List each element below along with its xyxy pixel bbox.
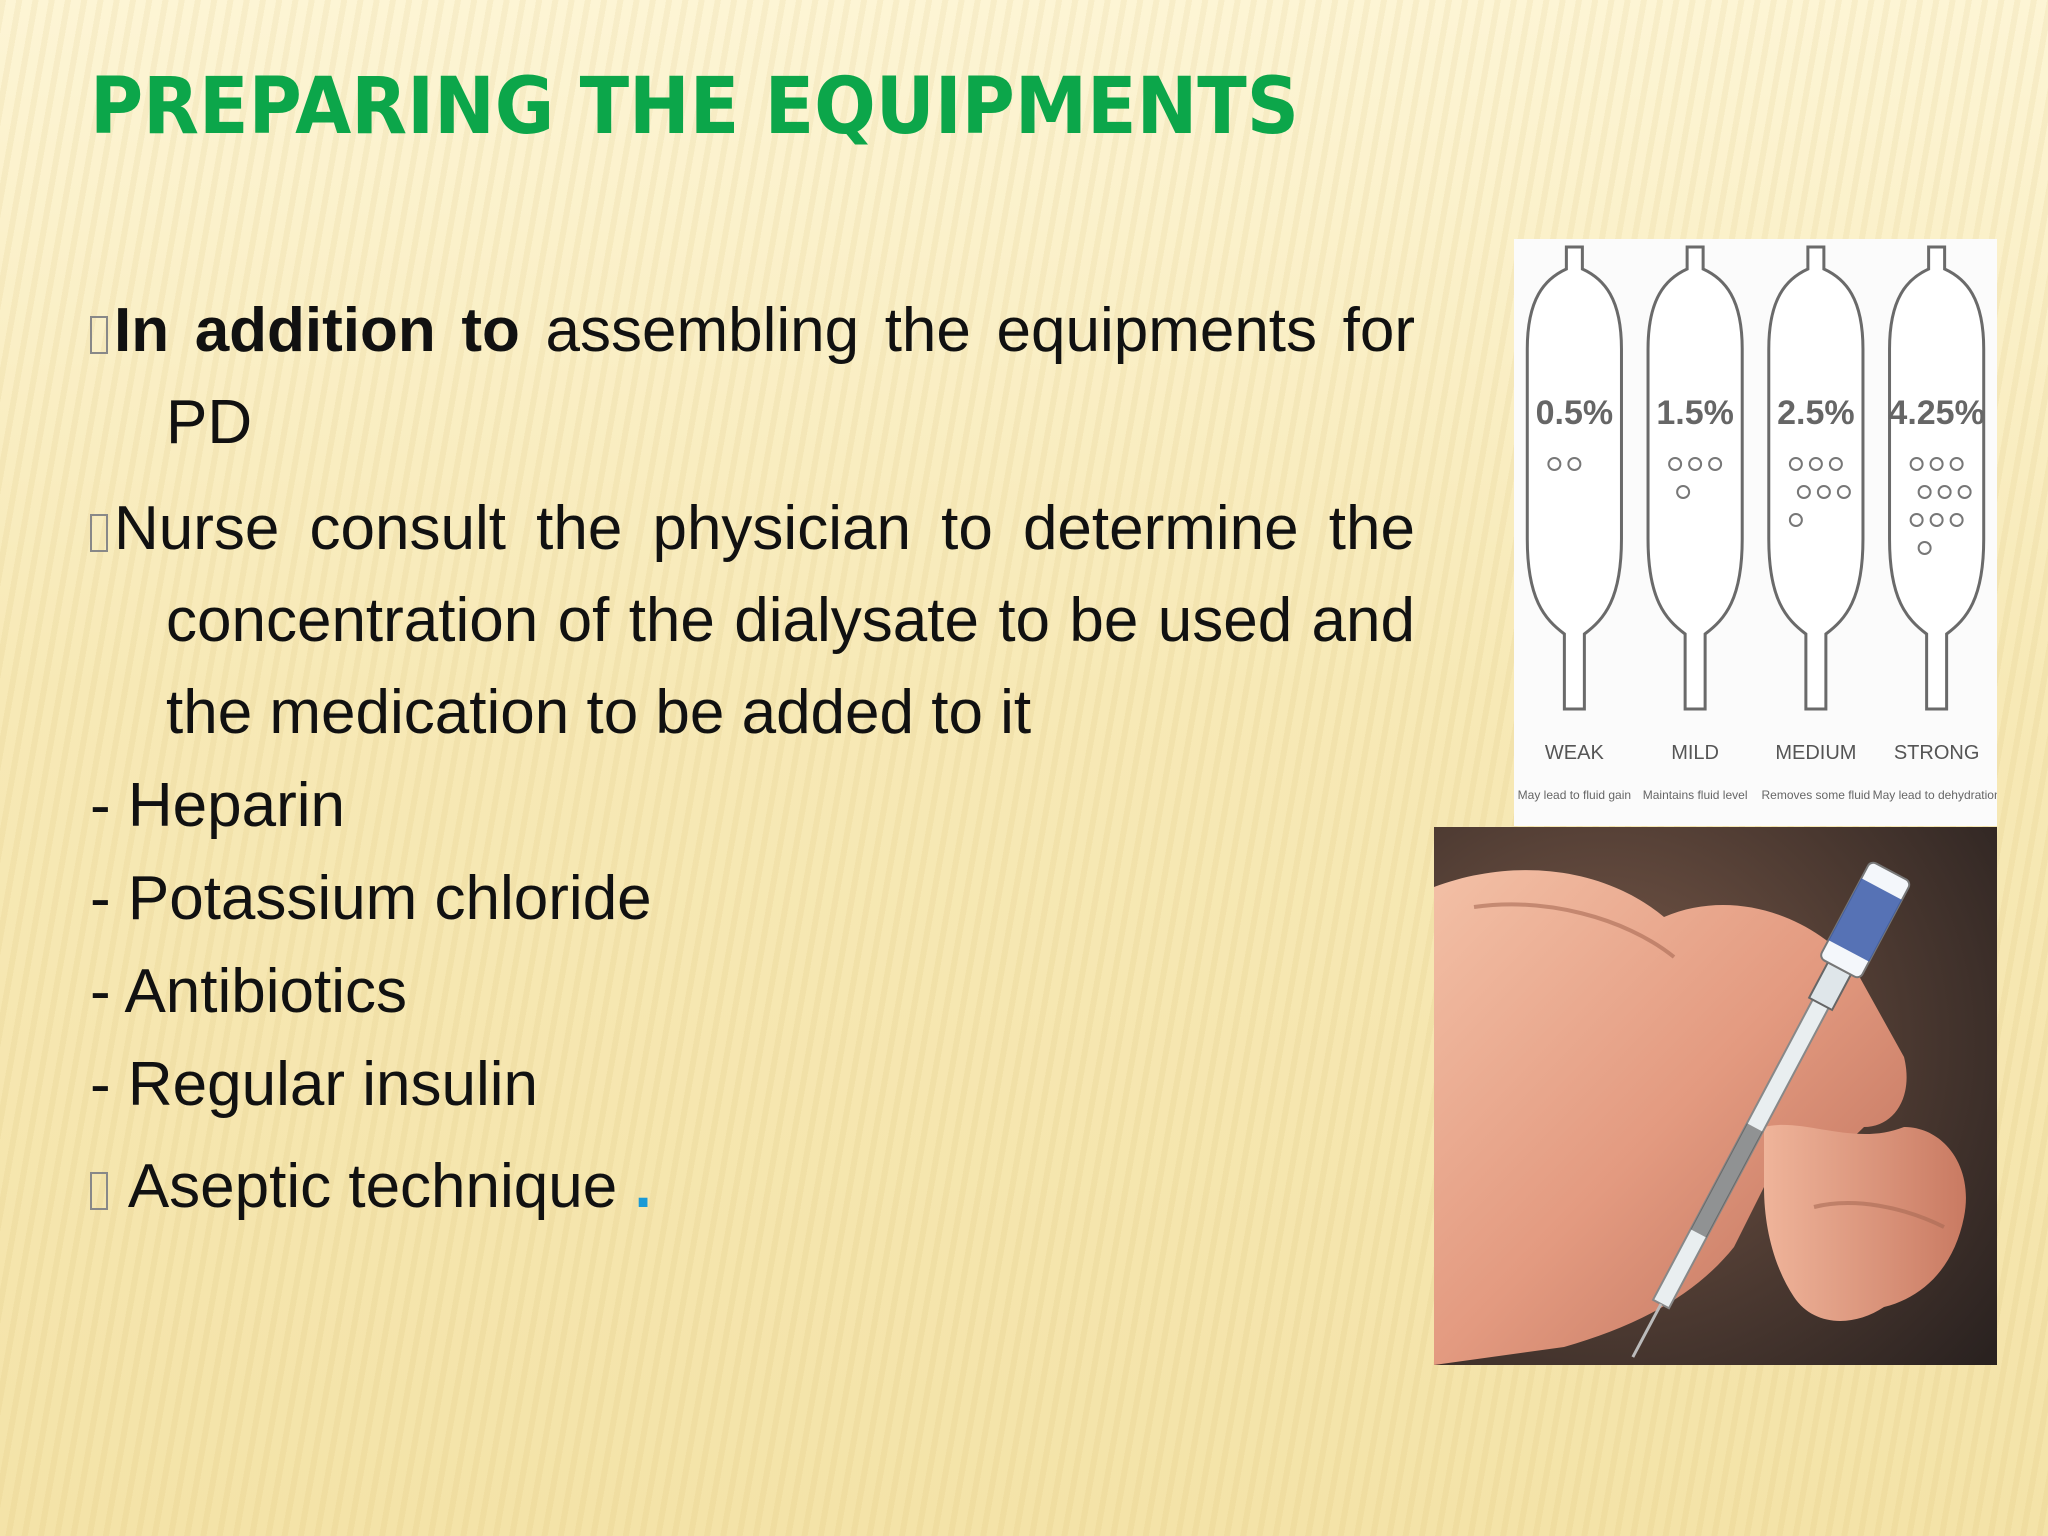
bag-strength-label: MEDIUM (1775, 742, 1857, 764)
medication-item: - Potassium chloride (90, 864, 652, 933)
syringe-photo (1434, 827, 1997, 1365)
dialysate-bag (1518, 247, 1631, 802)
bag-percent-label: 4.25% (1888, 394, 1985, 432)
bullet-assembling (90, 285, 1415, 469)
bullet-aseptic-text: Aseptic technique (127, 1152, 618, 1221)
bag-strength-label: MILD (1671, 742, 1720, 764)
dialysate-bags-image (1514, 239, 1997, 826)
medication-item: - Heparin (90, 771, 345, 840)
bullet-consult-text: Nurse consult the physician to determine the concentration of the dialysate to be used and the medication to be added to it (114, 494, 1415, 747)
bag-percent-label: 2.5% (1777, 394, 1855, 432)
bullet-aseptic (90, 1137, 1415, 1237)
bag-outline (1648, 247, 1742, 709)
syringe-vial-icon (1434, 827, 1997, 1365)
medication-item: - Antibiotics (90, 957, 408, 1026)
bag-caption: Maintains fluid level (1642, 788, 1748, 802)
bag-outline (1527, 247, 1621, 709)
bag-outline (1769, 247, 1863, 709)
slide-body (90, 285, 1415, 1299)
bag-group (1518, 247, 1997, 802)
dialysate-bags-illustration (1514, 239, 1997, 826)
bag-strength-label: STRONG (1893, 742, 1980, 764)
bag-caption: May lead to fluid gain (1517, 788, 1632, 802)
medication-item: - Regular insulin (90, 1050, 538, 1119)
dialysate-bag (1762, 247, 1871, 802)
slide-title: PREPARING THE EQUIPMENTS (90, 62, 1300, 152)
square-bullet-icon (90, 514, 108, 552)
square-bullet-icon (90, 1172, 108, 1210)
bullet-aseptic-period: . (634, 1152, 652, 1221)
bag-caption: May lead to dehydration (1872, 788, 1997, 802)
bag-strength-label: WEAK (1544, 742, 1604, 764)
bullet-assembling-bold: In addition to (114, 296, 520, 365)
bullet-consult (90, 483, 1415, 759)
dialysate-bag (1643, 247, 1748, 802)
square-bullet-icon (90, 316, 108, 354)
bag-outline (1890, 247, 1984, 709)
bullet-assembling-text: assembling the equipments for PD (166, 296, 1415, 457)
dialysate-bag (1873, 247, 1997, 802)
bag-percent-label: 1.5% (1656, 394, 1734, 432)
bag-percent-label: 0.5% (1535, 394, 1614, 432)
bag-caption: Removes some fluid (1761, 788, 1871, 802)
